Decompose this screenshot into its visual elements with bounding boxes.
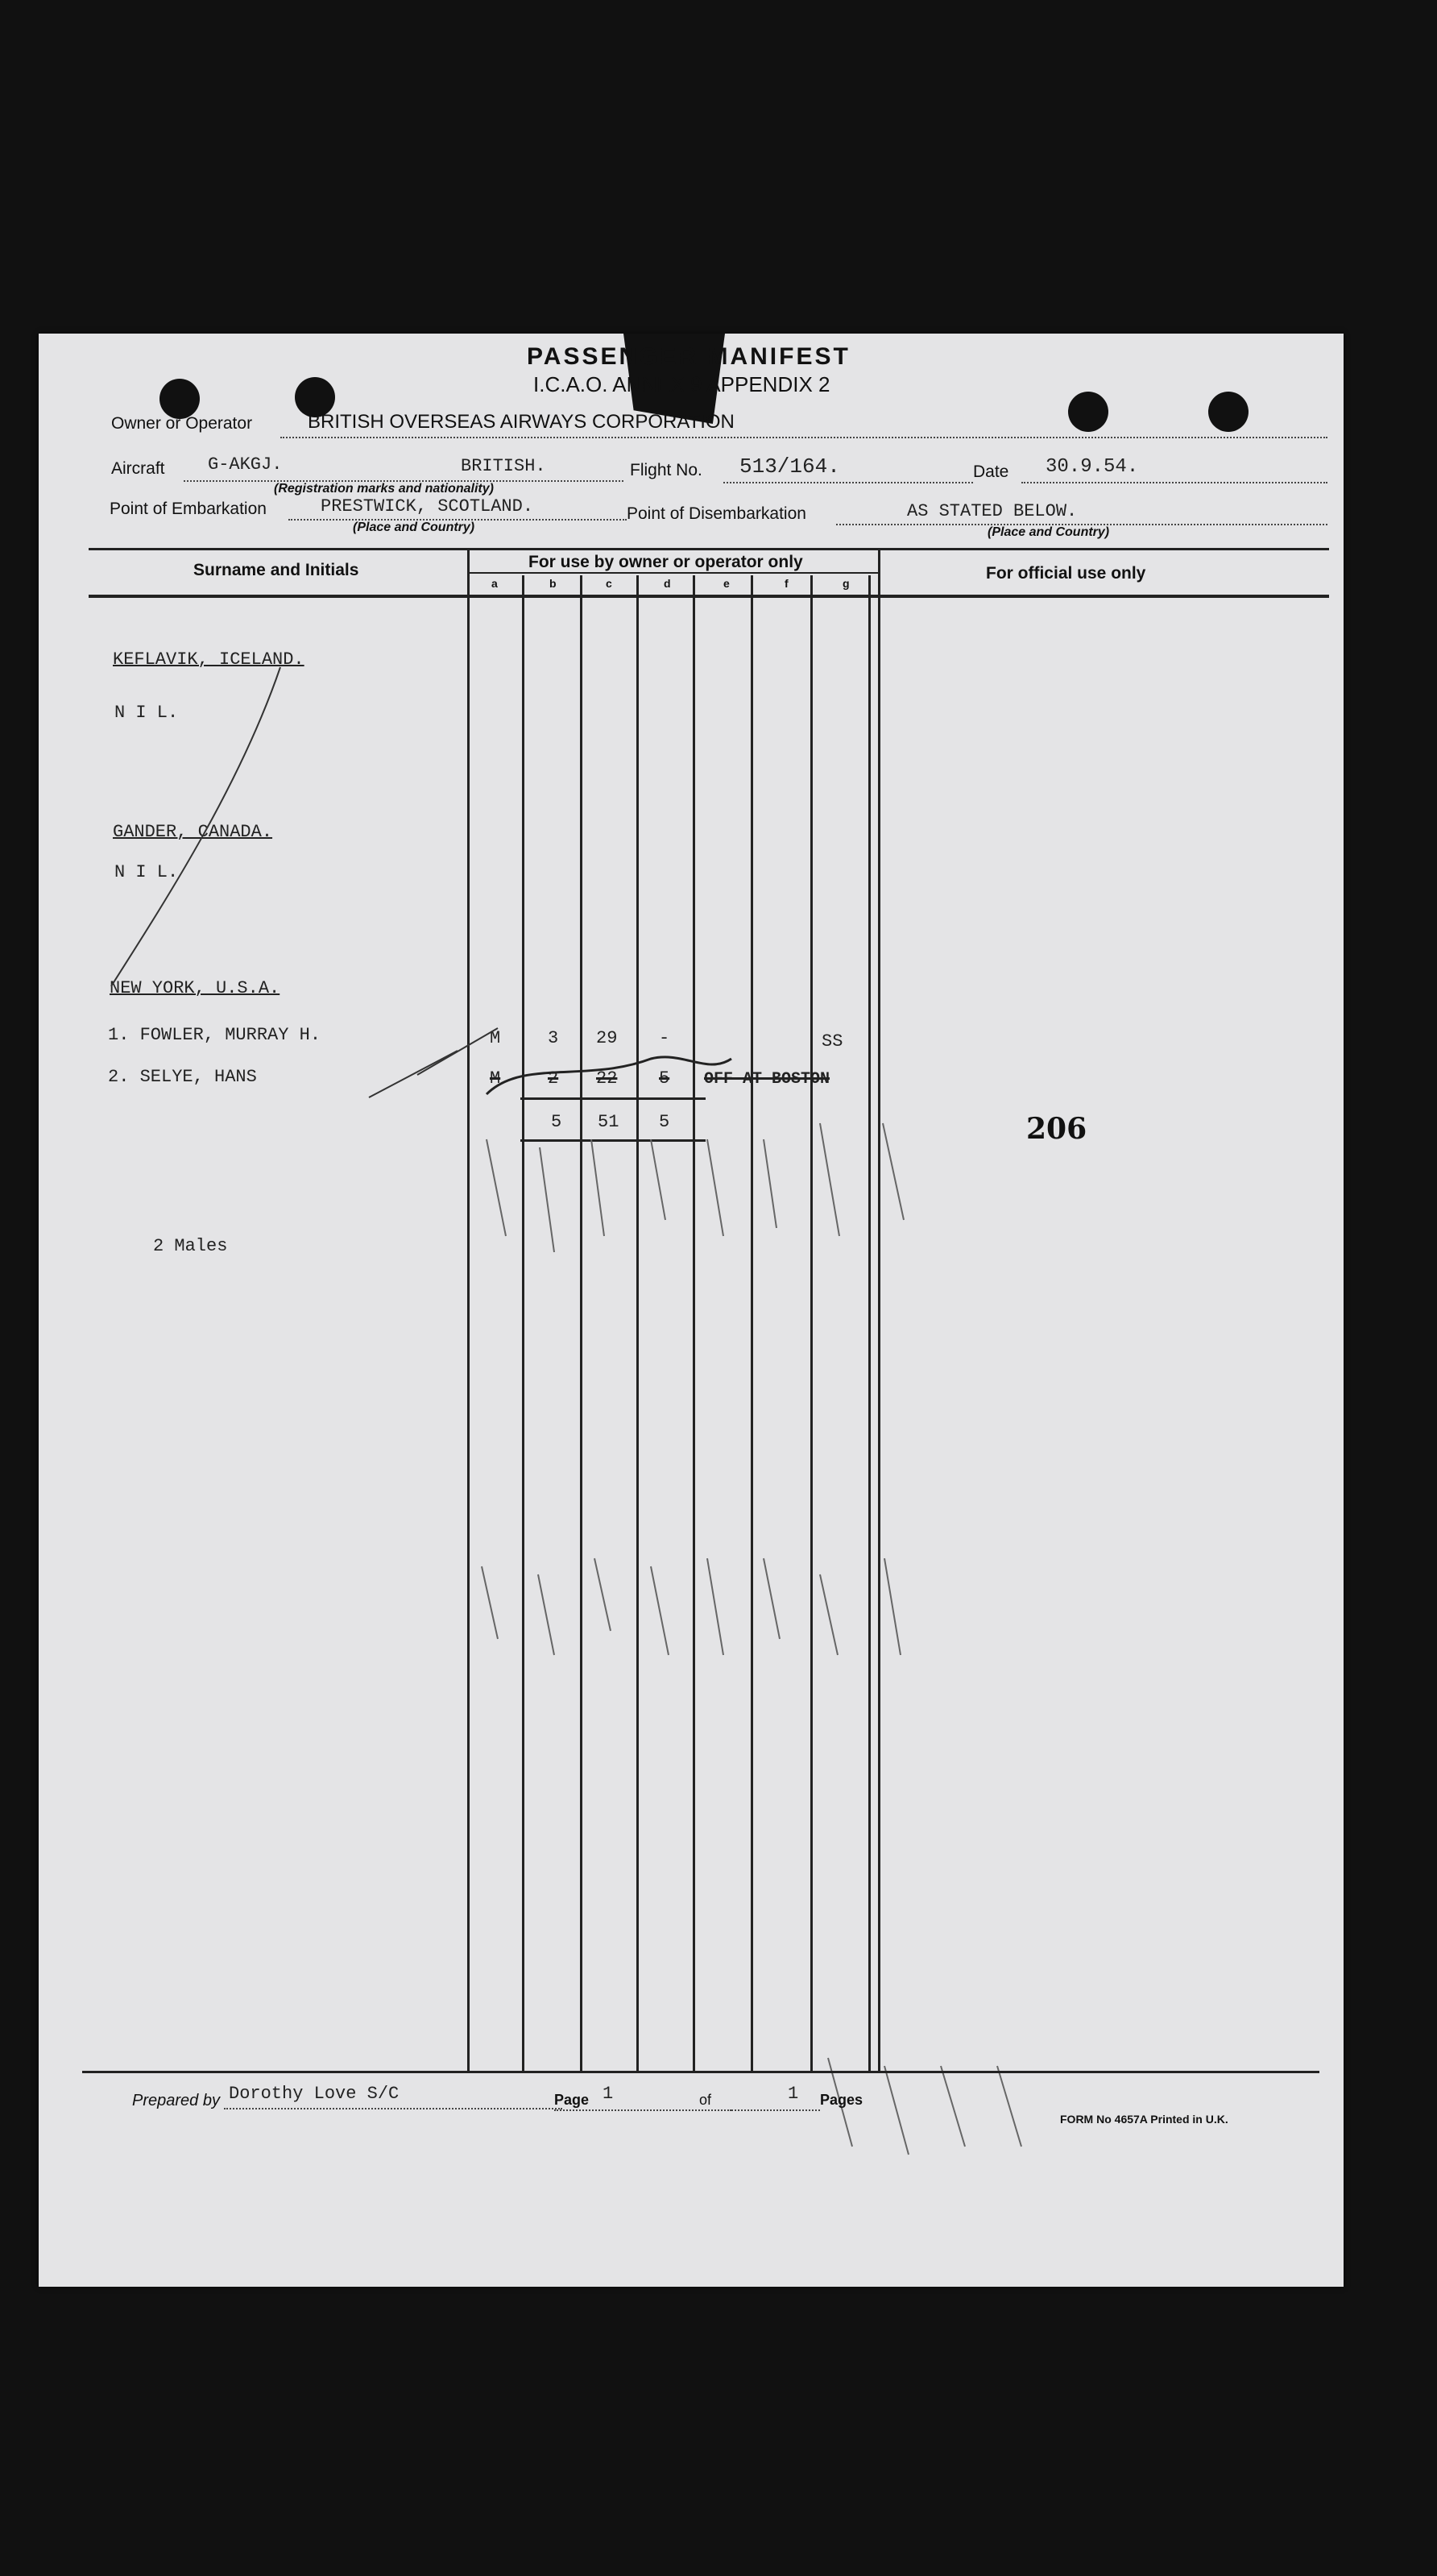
flight-value: 513/164. <box>739 454 840 479</box>
column-letter-c: c <box>606 577 612 590</box>
embark-value: PRESTWICK, SCOTLAND. <box>321 496 534 516</box>
disembark-note: (Place and Country) <box>988 525 1110 539</box>
pages-label: Pages <box>820 2092 863 2108</box>
stop-keflavik: KEFLAVIK, ICELAND. <box>113 649 304 670</box>
aircraft-label: Aircraft <box>111 459 165 478</box>
embark-label: Point of Embarkation <box>110 500 267 518</box>
passenger-2-col-a: M <box>490 1068 501 1089</box>
form-number: FORM No 4657A Printed in U.K. <box>1060 2113 1228 2126</box>
passenger-2-name: 2. SELYE, HANS <box>108 1067 257 1087</box>
prepared-label: Prepared by <box>132 2092 220 2109</box>
gander-nil: N I L. <box>114 862 179 882</box>
keflavik-nil: N I L. <box>114 703 179 723</box>
column-letter-f: f <box>785 577 789 590</box>
page-label: Page <box>554 2092 590 2108</box>
disembark-value: AS STATED BELOW. <box>907 501 1078 521</box>
column-letter-e: e <box>723 577 730 590</box>
stop-newyork: NEW YORK, U.S.A. <box>110 978 280 998</box>
passenger-2-col-c: 22 <box>596 1068 618 1089</box>
embark-note: (Place and Country) <box>353 521 475 534</box>
passenger-2-col-b: 2 <box>548 1068 559 1089</box>
total-col-c: 51 <box>598 1112 619 1132</box>
passenger-1-col-g: SS <box>822 1031 843 1052</box>
passenger-2-off-note: OFF AT BOSTON <box>704 1070 830 1089</box>
manifest-title: PASSENGER MANIFEST <box>527 343 851 370</box>
column-letter-d: d <box>664 577 671 590</box>
owner-label: Owner or Operator <box>111 414 253 433</box>
of-label: of <box>699 2092 712 2108</box>
of-value: 1 <box>788 2084 799 2104</box>
aircraft-value: G-AKGJ. <box>208 454 283 475</box>
flight-label: Flight No. <box>630 461 702 479</box>
passenger-1-name: 1. FOWLER, MURRAY H. <box>108 1025 321 1045</box>
disembark-label: Point of Disembarkation <box>627 504 806 523</box>
manifest-page <box>39 334 1344 2287</box>
passenger-1-col-c: 29 <box>596 1028 618 1048</box>
registration-note: (Registration marks and nationality) <box>274 482 494 496</box>
passenger-2-col-d: 5 <box>659 1068 670 1089</box>
owner-use-column-header: For use by owner or operator only <box>528 553 803 571</box>
column-letter-b: b <box>549 577 557 590</box>
nationality-value: BRITISH. <box>461 456 546 476</box>
date-label: Date <box>973 463 1009 481</box>
males-count: 2 Males <box>153 1236 228 1256</box>
total-col-d: 5 <box>659 1112 670 1132</box>
passenger-1-col-b: 3 <box>548 1028 559 1048</box>
passenger-1-col-a: M <box>490 1028 501 1048</box>
official-use-column-header: For official use only <box>986 564 1146 583</box>
owner-value: BRITISH OVERSEAS AIRWAYS CORPORATION <box>308 411 735 433</box>
column-letter-a: a <box>491 577 498 590</box>
passenger-1-col-d: - <box>659 1028 670 1048</box>
page-value: 1 <box>603 2084 614 2104</box>
total-col-b: 5 <box>551 1112 562 1132</box>
date-value: 30.9.54. <box>1046 456 1139 478</box>
stop-gander: GANDER, CANADA. <box>113 822 273 842</box>
pencil-marks <box>39 334 1344 2287</box>
column-letter-g: g <box>843 577 850 590</box>
stamp-number: 206 <box>1026 1112 1087 1146</box>
prepared-value: Dorothy Love S/C <box>229 2084 400 2104</box>
surname-column-header: Surname and Initials <box>193 561 359 579</box>
manifest-subtitle: I.C.A.O. ANNEX 9 APPENDIX 2 <box>533 372 830 396</box>
